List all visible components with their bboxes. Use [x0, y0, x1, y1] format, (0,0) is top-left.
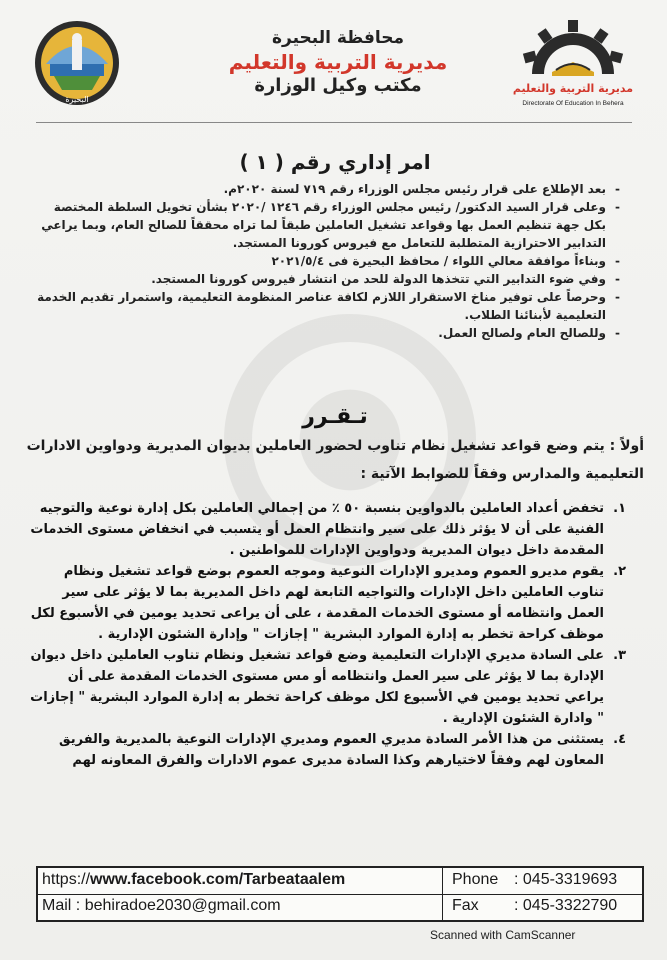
clause-number: ٤. [613, 732, 626, 747]
decision-heading: تـقـرر [302, 404, 368, 429]
fax-value: : 045-3322790 [514, 897, 618, 914]
clause-number: ٢. [613, 564, 626, 579]
phone-value: : 045-3319693 [514, 871, 618, 888]
directorate-logo-caption-en: Directorate Of Education In Behera [522, 100, 624, 107]
mail-value: : behiradoe2030@gmail.com [75, 897, 281, 914]
footer-divider [442, 868, 443, 920]
clause-item [26, 729, 626, 771]
clause-item [26, 561, 626, 645]
clause-text: تخفض أعداد العاملين بالدواوين بنسبة ٥٠ ٪ من إجمالي العاملين بكل إدارة نوعية والتوجيه الفنية على أن لا يؤثر ذلك على سير وانتظام العمل أو يتسبب في انخفاض مستوى الخدمات المقدمة داخل ديوان المديرية ودواوين الإدارات للمواطنين . [30, 501, 604, 558]
directorate-name: مديرية التربية والتعليم [228, 50, 448, 74]
clause-number: ٣. [613, 648, 626, 663]
letterhead [18, 10, 648, 110]
preamble-item: - وللصالح العام ولصالح العمل. [30, 324, 620, 342]
preamble-item: - وبناءاً موافقة معالي اللواء / محافظ البحيرة فى ٢٠٢١/٥/٤ [30, 252, 620, 270]
phone-info [452, 871, 638, 889]
phone-label: Phone [452, 871, 499, 888]
scanner-watermark-text: Scanned with CamScanner [430, 928, 576, 942]
governorate-logo-caption: البحيرة [65, 95, 89, 104]
governorate-name: محافظة البحيرة [271, 28, 405, 48]
facebook-url: www.facebook.com/Tarbeataalem [90, 871, 346, 888]
header-divider [36, 122, 632, 123]
facebook-prefix: https:// [42, 871, 91, 888]
footer-row [38, 868, 642, 895]
clause-text: على السادة مديري الإدارات التعليمية وضع قواعد تشغيل ونظام تناوب العاملين داخل ديوان الإدارة بما لا يؤثر على سير العمل وانتظامه أو مس مستوى الخدمات المقدمة على أن يراعي تحديد يومين في الأسبوع لكل موظف كراحة تخطر به إدارة الموارد البشرية " إجازات " وادارة الشئون الإدارية . [30, 648, 604, 726]
preamble [30, 180, 620, 342]
clause-number: ١. [613, 501, 626, 516]
mail-info[interactable] [42, 897, 438, 915]
directorate-logo-caption-ar: مديرية التربية والتعليم [512, 82, 634, 95]
mail-label: Mail [42, 897, 72, 914]
governorate-logo [32, 18, 122, 108]
preamble-item: - وعلى قرار السيد الدكتور/ رئيس مجلس الوزراء رقم ١٢٤٦ /٢٠٢٠ بشأن تخويل السلطة المختصة بكل جهة تنظيم العمل بها وقواعد تشغيل العاملين طبقاً لما تراه محققاً للصالح العام، وبما يراعي التدابير الاحترازية المتطلبة للتعامل مع فيروس كورونا المستجد. [30, 198, 620, 252]
fax-info [452, 897, 638, 915]
footer-row [38, 894, 642, 920]
clause-item [26, 645, 626, 729]
clause-list [26, 498, 626, 771]
contact-footer [36, 866, 644, 922]
preamble-item: - وحرصاً على توفير مناخ الاستقرار اللازم لكافة عناصر المنظومة التعليمية، واستمرار تقديم الخدمة التعليمية لأبنائنا الطلاب. [30, 288, 620, 324]
clause-text: يقوم مديرو العموم ومديرو الإدارات النوعية وموجه العموم بوضع قواعد تشغيل ونظام تناوب العاملين داخل الإدارات والتواجيه التابعة لهم داخل المديرية بما لا يؤثر على سير العمل وانتظامه أو مستوى الخدمات المقدمة ، على أن يراعى تحديد يومين في الأسبوع لكل موظف كراحة تخطر به إدارة الموارد البشرية " إجازات " وإدارة الشئون الإدارية . [30, 564, 604, 642]
fax-label: Fax [452, 897, 479, 914]
preamble-item: - بعد الإطلاع على قرار رئيس مجلس الوزراء رقم ٧١٩ لسنة ٢٠٢٠م. [30, 180, 620, 198]
preamble-item: - وفي ضوء التدابير التي تتخذها الدولة للحد من انتشار فيروس كورونا المستجد. [30, 270, 620, 288]
office-name: مكتب وكيل الوزارة [254, 75, 422, 96]
facebook-link[interactable] [42, 871, 438, 889]
clause-item [26, 498, 626, 561]
clause-text: يستثنى من هذا الأمر السادة مديري العموم ومديري الإدارات النوعية بالمديرية والفريق المعاون لهم وفقاً لاختيارهم وكذا السادة مديرى عموم الادارات والفرق المعاونه لهم [59, 732, 604, 768]
document-title: امر إداري رقم ( ١ ) [239, 150, 431, 174]
letterhead-text [208, 26, 468, 98]
first-clause: أولاً : يتم وضع قواعد تشغيل نظام تناوب لحضور العاملين بديوان المديرية ودواوين الادارات التعليمية والمدارس وفقاً للضوابط الآتية : [26, 438, 644, 482]
directorate-logo [508, 14, 638, 110]
